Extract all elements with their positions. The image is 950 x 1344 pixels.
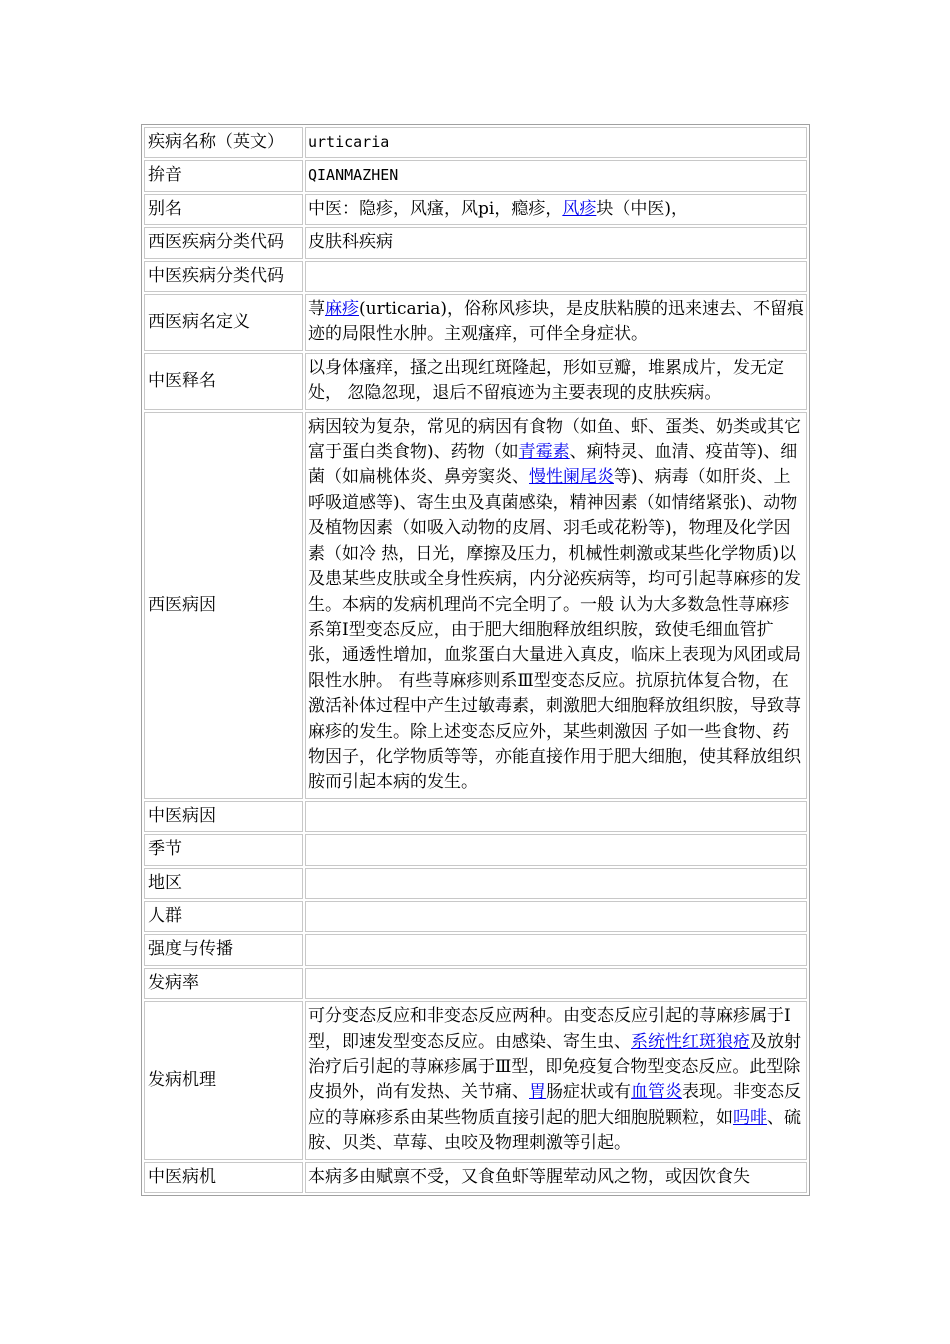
value-text: 可分变态反应和非变态反应两种。由变态反应引起的荨麻疹属于Ⅰ型，即速发型变态反应。由感染、寄生虫、 xyxy=(308,1006,791,1052)
table-row xyxy=(144,194,807,225)
table-row xyxy=(144,294,807,351)
field-label: 西医病因 xyxy=(144,412,303,799)
field-label: 疾病名称（英文） xyxy=(144,127,303,158)
field-label: 中医病机 xyxy=(144,1162,303,1193)
field-value xyxy=(305,968,807,999)
value-text: 、痢特灵、血清、疫苗等)、细菌（如扁桃体炎、鼻旁窦炎、 xyxy=(308,442,798,488)
value-text: 、硫胺、贝类、草莓、虫咬及物理刺激等引起。 xyxy=(308,1107,801,1154)
term-link[interactable]: 血管炎 xyxy=(631,1082,682,1103)
field-value xyxy=(305,801,807,832)
value-text: 以身体瘙痒，搔之出现红斑隆起，形如豆瓣，堆累成片，发无定处， 忽隐忽现，退后不留痕迹为主要表现的皮肤疾病。 xyxy=(308,357,784,404)
term-link[interactable]: 吗啡 xyxy=(733,1107,767,1128)
field-value xyxy=(305,127,807,158)
value-text: 病因较为复杂，常见的病因有食物（如鱼、虾、蛋类、奶类或其它富于蛋白类食物)、药物（如 xyxy=(308,416,801,463)
table-row xyxy=(144,968,807,999)
field-value xyxy=(305,934,807,965)
field-value xyxy=(305,194,807,225)
field-value xyxy=(305,1162,807,1193)
table-body xyxy=(144,127,807,1193)
value-text: 中医：隐疹，风瘙，风pi，瘾疹， xyxy=(308,198,563,219)
field-label: 季节 xyxy=(144,834,303,865)
term-link[interactable]: 慢性阑尾炎 xyxy=(529,467,614,488)
table-row xyxy=(144,227,807,258)
table-row xyxy=(144,868,807,899)
field-label: 强度与传播 xyxy=(144,934,303,965)
field-value xyxy=(305,868,807,899)
field-label: 中医病因 xyxy=(144,801,303,832)
field-value xyxy=(305,160,807,191)
value-text: 块（中医)， xyxy=(596,198,688,219)
table-row xyxy=(144,901,807,932)
field-label: 发病率 xyxy=(144,968,303,999)
field-label: 别名 xyxy=(144,194,303,225)
field-label: 发病机理 xyxy=(144,1001,303,1159)
table-row xyxy=(144,1001,807,1159)
value-text: 等)、病毒（如肝炎、上呼吸道感等)、寄生虫及真菌感染，精神因素（如情绪紧张)、动物及植物因素（如吸入动物的皮屑、羽毛或花粉等)，物理及化学因素（如冷 热，日光，摩擦及压力，机械性刺激或某些化学物质)以及患某些皮肤或全身性疾病，内分泌疾病等，均可引起荨麻疹的发生。本病的发病机理尚不完全明了。一般 认为大多数急性荨麻疹系第Ⅰ型变态反应，由于肥大细胞释放组织胺，致使毛细血管扩张，通透性增加，血浆蛋白大量进入真皮，临床上表现为风团或局限性水肿。 有些荨麻疹则系Ⅲ型变态反应。抗原抗体复合物，在激活补体过程中产生过敏毒素，刺激肥大细胞释放组织胺，导致荨麻疹的发生。除上述变态反应外，某些刺激因 子如一些食物、药物因子，化学物质等等，亦能直接作用于肥大细胞，使其释放组织胺而引起本病的发生。 xyxy=(308,467,801,793)
table-row xyxy=(144,127,807,158)
value-text: 荨 xyxy=(308,299,325,320)
field-label: 西医疾病分类代码 xyxy=(144,227,303,258)
table-row xyxy=(144,1162,807,1193)
value-text: (urticaria)，俗称风疹块，是皮肤粘膜的迅来速去、不留痕迹的局限性水肿。主观瘙痒，可伴全身症状。 xyxy=(308,299,804,345)
field-value xyxy=(305,412,807,799)
table-row xyxy=(144,412,807,799)
value-text: QIANMAZHEN xyxy=(308,166,399,185)
term-link[interactable]: 胃 xyxy=(529,1082,546,1103)
term-link[interactable]: 系统性红斑狼疮 xyxy=(631,1031,750,1052)
table-row xyxy=(144,261,807,292)
field-value xyxy=(305,834,807,865)
term-link[interactable]: 麻疹 xyxy=(325,299,359,320)
term-link[interactable]: 风疹 xyxy=(562,198,597,219)
field-value xyxy=(305,261,807,292)
field-label: 地区 xyxy=(144,868,303,899)
value-text: 表现。非变态反应的荨麻疹系由某些物质直接引起的肥大细胞脱颗粒，如 xyxy=(308,1082,801,1128)
field-value xyxy=(305,353,807,410)
value-text: urticaria xyxy=(308,133,390,151)
value-text: 及放射治疗后引起的荨麻疹属于Ⅲ型，即免疫复合物型变态反应。此型除皮损外，尚有发热、关节痛、 xyxy=(308,1031,801,1103)
table-row xyxy=(144,160,807,191)
term-link[interactable]: 青霉素 xyxy=(518,442,570,463)
value-text: 肠症状或有 xyxy=(546,1082,631,1103)
field-value xyxy=(305,294,807,351)
value-text: 本病多由赋禀不受，又食鱼虾等腥荤动风之物，或因饮食失 xyxy=(308,1166,750,1187)
field-value xyxy=(305,901,807,932)
field-label: 人群 xyxy=(144,901,303,932)
field-label: 中医疾病分类代码 xyxy=(144,261,303,292)
table-row xyxy=(144,934,807,965)
field-label: 中医释名 xyxy=(144,353,303,410)
field-label: 拚音 xyxy=(144,160,303,191)
disease-info-table xyxy=(141,124,810,1196)
value-text: 皮肤科疾病 xyxy=(308,232,393,253)
table-row xyxy=(144,834,807,865)
field-label: 西医病名定义 xyxy=(144,294,303,351)
field-value xyxy=(305,227,807,258)
field-value xyxy=(305,1001,807,1159)
table-row xyxy=(144,353,807,410)
table-row xyxy=(144,801,807,832)
